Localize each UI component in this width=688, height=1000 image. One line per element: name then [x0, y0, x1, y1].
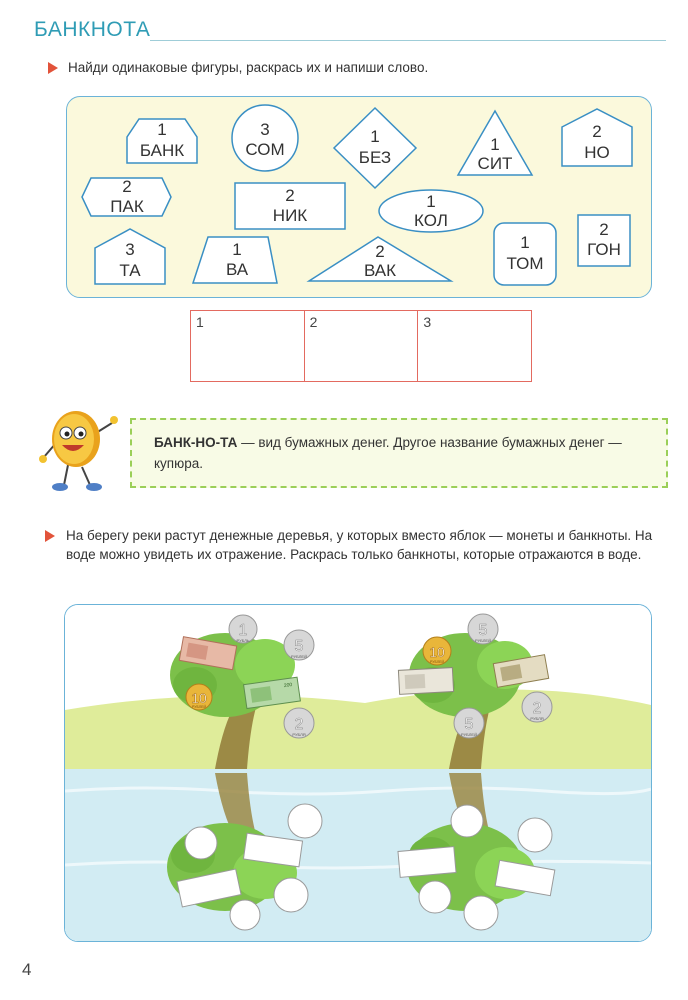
answer-table: [190, 310, 532, 382]
coin-label: РУБЛЯ: [530, 716, 544, 721]
shape-number: 3: [260, 120, 270, 139]
definition-note: [130, 418, 668, 488]
coin-1[interactable]: [229, 615, 257, 643]
reflection-coin-blank[interactable]: [518, 818, 552, 852]
task-bullet-icon: [45, 530, 55, 542]
shape-number: 2: [285, 186, 295, 205]
reflection-coin-blank[interactable]: [230, 900, 260, 930]
shape-word: ВА: [225, 260, 249, 279]
answer-cell-number: 2: [309, 314, 318, 330]
shape-word: ТА: [119, 261, 141, 280]
shape-word: БЕЗ: [358, 148, 392, 167]
reflection-coin-blank[interactable]: [419, 881, 451, 913]
reflection-coin-blank[interactable]: [288, 804, 322, 838]
definition-term: БАНК-НО-ТА: [154, 435, 238, 450]
coin-label: РУБЛЕЙ: [475, 638, 491, 643]
shape-word: НИК: [272, 206, 308, 225]
coin-label: РУБЛЕЙ: [461, 732, 477, 737]
money-trees-scene: [64, 604, 652, 942]
answer-cell-2[interactable]: [305, 311, 419, 381]
shape-rectangle-nik[interactable]: [235, 183, 345, 229]
coin-value: 2: [532, 700, 542, 717]
coin-2[interactable]: [284, 708, 314, 738]
reflection-banknote-blank[interactable]: [398, 847, 456, 878]
coin-5[interactable]: [284, 630, 314, 660]
shape-word: ТОМ: [506, 254, 544, 273]
coin-value: 2: [294, 716, 304, 733]
shape-trapezoid-va[interactable]: [193, 237, 277, 283]
shape-ellipse-kol[interactable]: [379, 190, 483, 232]
reflection-coin-blank[interactable]: [451, 805, 483, 837]
shape-number: 2: [122, 177, 132, 196]
task2-instruction: На берегу реки растут денежные деревья, у которых вместо яблок — монеты и банкноты. На воде можно увидеть их отражение. Раскрась только банкноты, которые отражаются в воде.: [66, 528, 653, 562]
shape-number: 3: [125, 240, 135, 259]
shape-number: 1: [520, 233, 530, 252]
coin-10[interactable]: [186, 684, 212, 710]
coin-mascot-icon: [38, 405, 130, 495]
answer-cell-number: 1: [196, 314, 204, 330]
reflection-coin-blank[interactable]: [274, 878, 308, 912]
shape-wide-triangle-vak[interactable]: [309, 237, 451, 281]
shape-rounded-square-tom[interactable]: [494, 223, 556, 285]
coin-value: 10: [429, 644, 445, 660]
definition-body: — вид бумажных денег. Другое название бумажных денег — купюра.: [154, 435, 622, 471]
coin-5[interactable]: [468, 614, 498, 644]
answer-cell-1[interactable]: [191, 311, 305, 381]
page-number: 4: [22, 960, 32, 979]
answer-cell-number: 3: [423, 314, 432, 330]
coin-10[interactable]: [423, 637, 451, 665]
shape-number: 1: [370, 127, 380, 146]
shape-number: 2: [375, 242, 385, 261]
shape-diamond-bez[interactable]: [334, 108, 416, 188]
shape-circle-som[interactable]: [232, 105, 298, 171]
reflection-coin-blank[interactable]: [185, 827, 217, 859]
answer-cell-3[interactable]: [418, 311, 531, 381]
coin-label: РУБЛЕЙ: [192, 705, 206, 709]
coin-label: РУБЛЬ: [236, 638, 250, 643]
shape-number: 2: [599, 220, 609, 239]
shape-word: НО: [584, 143, 610, 162]
banknote[interactable]: [398, 668, 453, 695]
task1-instruction: Найди одинаковые фигуры, раскрась их и напиши слово.: [68, 60, 429, 75]
coin-value: 1: [238, 622, 248, 639]
shape-word: БАНК: [139, 141, 185, 160]
shape-number: 1: [232, 240, 242, 259]
reflection-coin-blank[interactable]: [464, 896, 498, 930]
coin-value: 10: [191, 690, 207, 706]
shapes-panel: [66, 96, 652, 298]
shape-word: КОЛ: [414, 211, 448, 230]
shape-square-gon[interactable]: [578, 215, 630, 266]
header-divider: [150, 40, 666, 41]
definition-text: [154, 432, 659, 474]
shape-pentagon-ta[interactable]: [95, 229, 165, 284]
shape-number: 1: [490, 135, 500, 154]
shape-triangle-sit[interactable]: [458, 111, 532, 175]
shape-hexagon-pak[interactable]: [82, 177, 171, 216]
task-bullet-icon: [48, 62, 58, 74]
shape-word: ГОН: [587, 240, 621, 259]
shape-word: СОМ: [245, 140, 285, 159]
banknote-value: 200: [283, 681, 293, 690]
shape-pentagon-no[interactable]: [562, 109, 632, 166]
shape-number: 1: [157, 120, 167, 139]
shape-word: ПАК: [110, 197, 144, 216]
coin-value: 5: [294, 638, 304, 655]
page-title: БАНКНОТА: [34, 18, 151, 41]
coin-2[interactable]: [522, 692, 552, 722]
coin-label: РУБЛЕЙ: [430, 660, 444, 664]
coin-5[interactable]: [454, 708, 484, 738]
coin-value: 5: [478, 622, 488, 639]
coin-label: РУБЛЕЙ: [291, 654, 307, 659]
shape-word: СИТ: [477, 154, 513, 173]
shape-number: 1: [426, 192, 436, 211]
coin-label: РУБЛЯ: [292, 732, 306, 737]
shape-number: 2: [592, 122, 602, 141]
shape-word: ВАК: [363, 261, 397, 280]
coin-value: 5: [464, 716, 474, 733]
shape-pentagon-bank[interactable]: [127, 119, 197, 163]
